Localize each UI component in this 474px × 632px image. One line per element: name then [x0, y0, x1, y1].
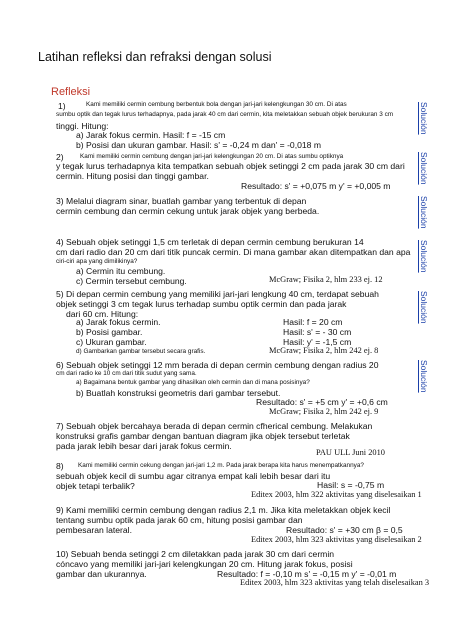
section-heading: Refleksi — [51, 86, 91, 98]
text-line: y tegak lurus terhadapnya kita tempatkan sebuah objek setinggi 2 cm pada jarak 30 cm dari — [56, 161, 405, 171]
text-line: McGraw; Fisika 2, hlm 242 ej. 9 — [269, 407, 379, 416]
text-line: Hasil: s' = - 30 cm — [283, 327, 352, 337]
text-line: a) Jarak fokus cermin. Hasil: f = -15 cm — [76, 130, 226, 140]
text-line: a) Bagaimana bentuk gambar yang dihasilkan oleh cermin dan di mana posisinya? — [76, 379, 310, 386]
text-line: Resultado: s' = +0,075 m y' = +0,005 m — [241, 181, 391, 191]
text-line: ciri-ciri apa yang dimilikinya? — [56, 258, 138, 265]
text-line: d) Gambarkan gambar tersebut secara grafis. — [76, 348, 206, 355]
text-line: Editex 2003, hlm 323 aktivitas yang telah diselesaikan 3 — [240, 578, 430, 587]
text-line: sebuah objek kecil di sumbu agar citranya empat kali lebih besar dari itu — [56, 471, 331, 481]
text-line: objek tetapi terbalik? — [56, 481, 135, 491]
text-line: konstruksi grafis gambar dengan bantuan diagram jika objek tersebut terletak — [56, 431, 350, 441]
text-line: objek setinggi 3 cm tegak lurus terhadap sumbu optik cermin dan pada jarak — [56, 299, 347, 309]
text-line: Hasil: y' = -1,5 cm — [283, 337, 352, 347]
text-line: Hasil: s = -0,75 m — [317, 480, 385, 490]
text-line: Kami memiliki cermin cekung dengan jari-jari 1,2 m. Pada jarak berapa kita harus menempatkannya? — [78, 462, 364, 469]
text-line: cm dari radio dan 20 cm dari titik puncak cermin. Di mana gambar akan ditempatkan dan apa — [56, 247, 411, 257]
text-line: 7) Sebuah objek bercahaya berada di depan cermin cfherical cembung. Melakukan — [56, 421, 373, 431]
text-line: dari 60 cm. Hitung: — [66, 309, 139, 319]
text-line: 3) Melalui diagram sinar, buatlah gambar yang terbentuk di depan — [56, 196, 307, 206]
text-line: Resultado: s' = +5 cm y' = +0,6 cm — [256, 397, 388, 407]
text-line: a) Jarak fokus cermin. — [76, 317, 161, 327]
text-line: c) Cermin tersebut cembung. — [76, 276, 187, 286]
text-line: McGraw; Fisika 2, hlm 233 ej. 12 — [269, 275, 383, 284]
text-line: Resultado: f = -0,10 m s' = -0,15 m y' = -0,01 m — [217, 569, 397, 579]
text-line: 8) — [56, 461, 64, 471]
text-line: tentang sumbu optik pada jarak 60 cm, hitung posisi gambar dan — [56, 515, 303, 525]
text-line: b) Posisi gambar. — [76, 327, 143, 337]
text-line: c) Ukuran gambar. — [76, 337, 147, 347]
solucion-link[interactable]: Solución — [419, 152, 429, 185]
text-line: b) Buatlah konstruksi geometris dari gambar tersebut. — [76, 388, 281, 398]
text-line: 4) Sebuah objek setinggi 1,5 cm terletak di depan cermin cembung berukuran 14 — [56, 237, 364, 247]
document-title: Latihan refleksi dan refraksi dengan solusi — [38, 50, 272, 64]
text-line: Resultado: s' = +30 cm β = 0,5 — [286, 525, 403, 535]
text-line: cermin. Hitung posisi dan tinggi gambar. — [56, 171, 209, 181]
text-line: Editex 2003, hlm 323 aktivitas yang diselesaikan 2 — [251, 535, 422, 544]
text-line: 2) — [56, 152, 64, 162]
text-line: sumbu optik dan tegak lurus terhadapnya, pada jarak 40 cm dari cermin, kita meletakkan sebuah objek berukuran 3 cm — [56, 111, 394, 118]
text-line: gambar dan ukurannya. — [56, 569, 147, 579]
solucion-link[interactable]: Solución — [419, 240, 429, 273]
text-line: cermin cembung dan cermin cekung untuk jarak objek yang berbeda. — [56, 206, 320, 216]
text-line: a) Cermin itu cembung. — [76, 266, 166, 276]
text-line: Kami memiliki cermin cembung berbentuk bola dengan jari-jari kelengkungan 30 cm. Di atas — [86, 101, 347, 108]
solucion-link[interactable]: Solución — [419, 102, 429, 135]
text-line: Editex 2003, hlm 322 aktivitas yang diselesaikan 1 — [251, 490, 422, 499]
solucion-link[interactable]: Solución — [419, 196, 429, 229]
text-line: pada jarak lebih besar dari jarak fokus cermin. — [56, 441, 232, 451]
text-line: Hasil: f = 20 cm — [283, 317, 343, 327]
text-line: 1) — [58, 101, 66, 111]
text-line: 6) Sebuah objek setinggi 12 mm berada di depan cermin cembung dengan radius 20 — [56, 360, 379, 370]
solucion-link[interactable]: Solución — [419, 360, 429, 393]
text-line: 10) Sebuah benda setinggi 2 cm diletakkan pada jarak 30 cm dari cermin — [56, 549, 335, 559]
text-line: McGraw; Fisika 2, hlm 242 ej. 8 — [269, 346, 379, 355]
text-line: 9) Kami memiliki cermin cembung dengan radius 2,1 m. Jika kita meletakkan objek kecil — [56, 505, 391, 515]
text-line: tinggi. Hitung: — [56, 121, 109, 131]
text-line: 5) Di depan cermin cembung yang memiliki jari-jari lengkung 40 cm, terdapat sebuah — [56, 289, 379, 299]
text-line: cóncavo yang memiliki jari-jari kelengkungan 20 cm. Hitung jarak fokus, posisi — [56, 559, 353, 569]
text-line: PAU ULL Juni 2010 — [316, 448, 385, 457]
solucion-link[interactable]: Solución — [419, 291, 429, 324]
text-line: pembesaran lateral. — [56, 525, 132, 535]
text-line: Kami memiliki cermin cembung dengan jari-jari kelengkungan 20 cm. Di atas sumbu optiknya — [80, 153, 344, 160]
text-line: b) Posisi dan ukuran gambar. Hasil: s' = -0,24 m dan' = -0,018 m — [76, 140, 321, 150]
text-line: cm dari radio ke 10 cm dari titik sudut yang sama. — [56, 370, 197, 377]
